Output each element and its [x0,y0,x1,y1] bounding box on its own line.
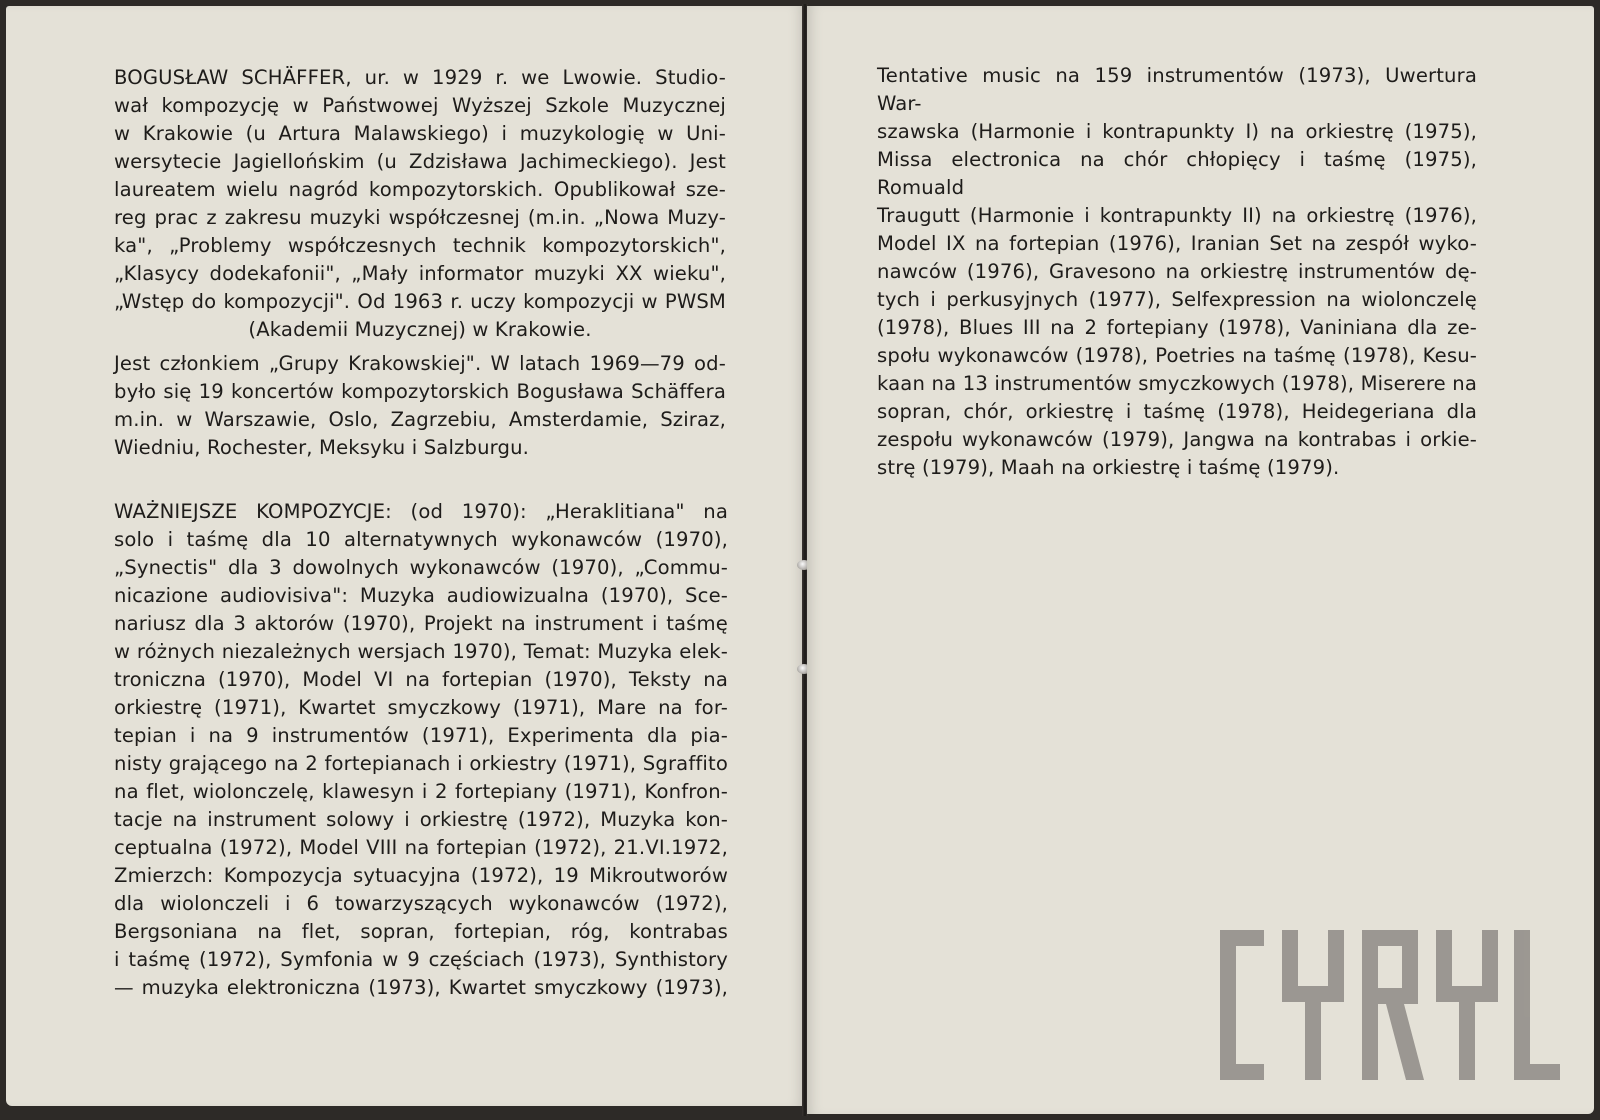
text-line: nicazione audiovisiva": Muzyka audiowizualna (1970), Sce- [114,584,728,607]
text-line: (Akademii Muzycznej) w Krakowie. [248,318,592,341]
text-line: nariusz dla 3 aktorów (1970), Projekt na instrument i taśmę [114,612,728,635]
text-line: m.in. w Warszawie, Oslo, Zagrzebiu, Amsterdamie, Sziraz, [114,408,726,431]
text-line: nawców (1976), Gravesono na orkiestrę instrumentów dę- [877,260,1477,283]
text-line: Missa electronica na chór chłopięcy i taśmę (1975), Romuald [877,148,1477,199]
text-line: tepian i na 9 instrumentów (1971), Experimenta dla pia- [114,724,728,747]
text-line: „Wstęp do kompozycji". Od 1963 r. uczy kompozycji w PWSM [114,290,726,313]
text-line: BOGUSŁAW SCHÄFFER, ur. w 1929 r. we Lwowie. Studio- [114,66,726,89]
text-line: ceptualna (1972), Model VIII na fortepian (1972), 21.VI.1972, [114,836,728,859]
text-line: tych i perkusyjnych (1977), Selfexpression na wiolonczelę [877,288,1477,311]
compositions-list [114,498,728,1002]
text-line: Jest członkiem „Grupy Krakowskiej". W latach 1969—79 od- [114,352,726,375]
text-line: Zmierzch: Kompozycja sytuacyjna (1972), 19 Mikroutworów [114,864,728,887]
text-line: wał kompozycję w Państwowej Wyższej Szkole Muzycznej [114,94,726,117]
text-line: tacje na instrument solowy i orkiestrę (1972), Muzyka kon- [114,808,728,831]
text-line: — muzyka elektroniczna (1973), Kwartet smyczkowy (1973), [114,976,728,999]
text-line: strę (1979), Maah na orkiestrę i taśmę (1979). [877,456,1340,479]
text-line: zespołu wykonawców (1979), Jangwa na kontrabas i orkie- [877,428,1477,451]
text-line: w Krakowie (u Artura Malawskiego) i muzykologię w Uni- [114,122,726,145]
text-line: wersytecie Jagiellońskim (u Zdzisława Jachimeckiego). Jest [114,150,726,173]
text-line: Traugutt (Harmonie i kontrapunkty II) na orkiestrę (1976), [877,204,1477,227]
text-line: WAŻNIEJSZE KOMPOZYCJE: (od 1970): „Heraklitiana" na [114,500,728,523]
text-line: nisty grającego na 2 fortepianach i orkiestry (1971), Sgraffito [114,752,728,775]
text-line: Model IX na fortepian (1976), Iranian Set na zespół wyko- [877,232,1477,255]
text-line: Tentative music na 159 instrumentów (1973), Uwertura War- [877,64,1477,115]
text-line: „Klasycy dodekafonii", „Mały informator muzyki XX wieku", [114,262,726,285]
text-line: szawska (Harmonie i kontrapunkty I) na orkiestrę (1975), [877,120,1477,143]
text-line: (1978), Blues III na 2 fortepiany (1978), Vaniniana dla ze- [877,316,1477,339]
biography-paragraph [114,64,726,344]
left-page [6,6,804,1106]
text-line: „Synectis" dla 3 dowolnych wykonawców (1970), „Commu- [114,556,728,579]
text-line: dla wiolonczeli i 6 towarzyszących wykonawców (1972), [114,892,728,915]
text-line: orkiestrę (1971), Kwartet smyczkowy (1971), Mare na for- [114,696,728,719]
text-line: reg prac z zakresu muzyki współczesnej (m.in. „Nowa Muzy- [114,206,726,229]
text-line: w różnych niezależnych wersjach 1970), Temat: Muzyka elek- [114,640,728,663]
text-line: kaan na 13 instrumentów smyczkowych (1978), Miserere na [877,372,1477,395]
text-line: sopran, chór, orkiestrę i taśmę (1978), Heidegeriana dla [877,400,1477,423]
text-line: społu wykonawców (1978), Poetries na taśmę (1978), Kesu- [877,344,1477,367]
concerts-paragraph [114,350,726,462]
text-line: troniczna (1970), Model VI na fortepian (1970), Teksty na [114,668,728,691]
text-line: i taśmę (1972), Symfonia w 9 częściach (1973), Synthistory [114,948,728,971]
text-line: ka", „Problemy współczesnych technik kompozytorskich", [114,234,726,257]
text-line: solo i taśmę dla 10 alternatywnych wykonawców (1970), [114,528,728,551]
compositions-list-continued [877,62,1477,482]
text-line: Wiedniu, Rochester, Meksyku i Salzburgu. [114,436,530,459]
text-line: na flet, wiolonczelę, klawesyn i 2 fortepiany (1971), Konfron- [114,780,728,803]
text-line: laureatem wielu nagród kompozytorskich. Opublikował sze- [114,178,726,201]
text-line: Bergsoniana na flet, sopran, fortepian, róg, kontrabas [114,920,728,943]
cyryl-watermark-logo [1220,930,1560,1080]
text-line: było się 19 koncertów kompozytorskich Bogusława Schäffera [114,380,726,403]
